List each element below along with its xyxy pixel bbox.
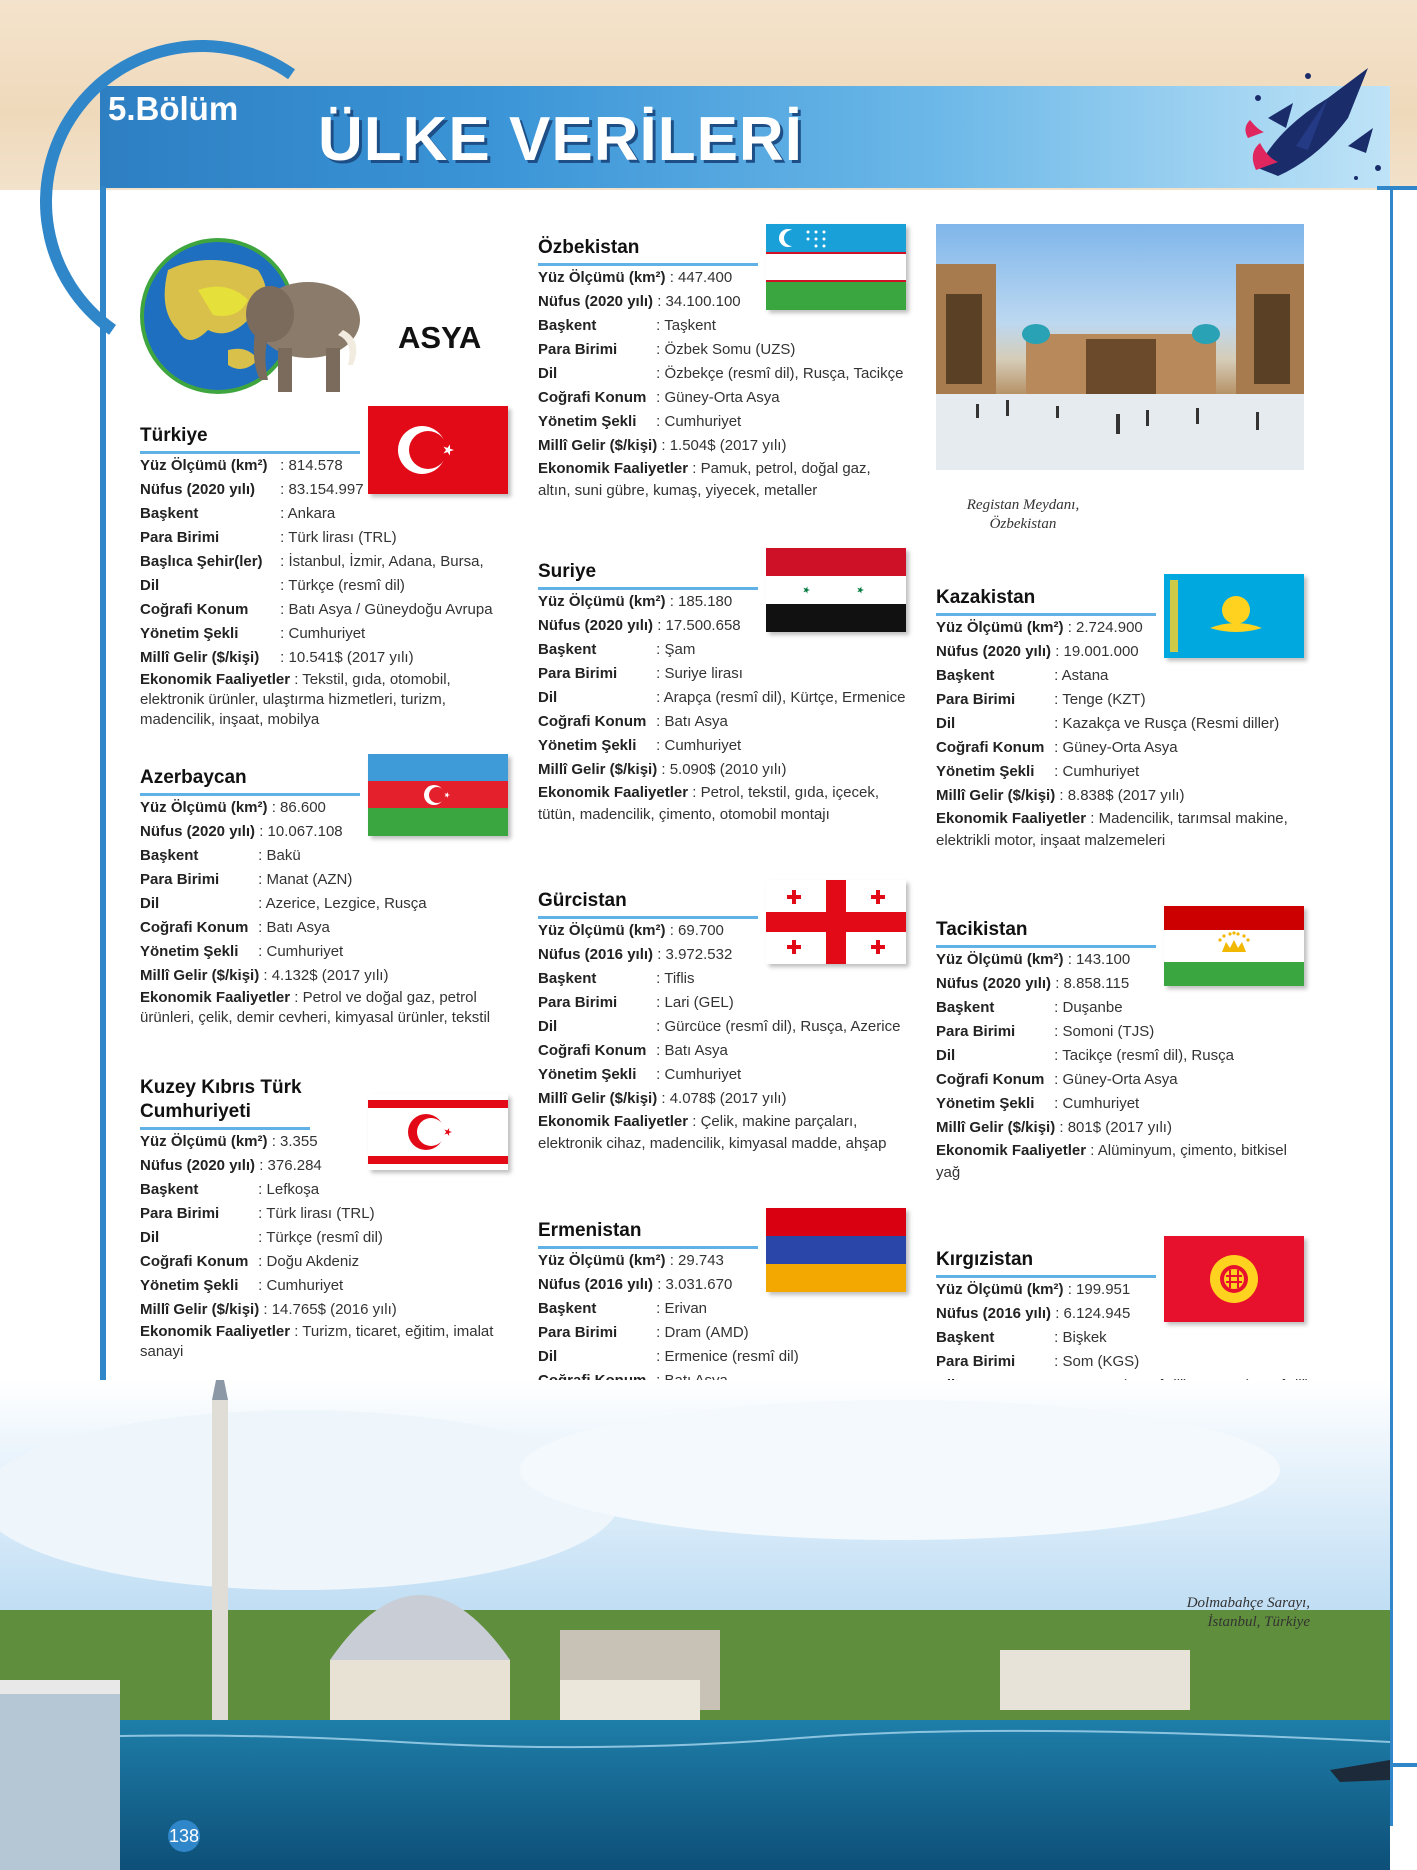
row-label: Coğrafi Konum xyxy=(140,1253,249,1270)
row-label: Başkent xyxy=(140,505,199,522)
econ-label: Ekonomik Faaliyetler xyxy=(538,1113,689,1130)
data-row xyxy=(936,664,1316,688)
data-row xyxy=(538,314,918,338)
kktc-flag-icon xyxy=(368,1094,508,1170)
page-number: 138 xyxy=(168,1820,200,1852)
row-value: : 83.154.997 xyxy=(280,481,364,498)
data-row xyxy=(936,712,1316,736)
data-row xyxy=(140,964,530,988)
data-row xyxy=(936,760,1316,784)
econ-value: : Alüminyum, çimento, bitkisel yağ xyxy=(936,1142,1287,1181)
continent-title: ASYA xyxy=(398,320,482,355)
row-label: Para Birimi xyxy=(538,665,618,682)
row-label: Başkent xyxy=(140,847,199,864)
data-row xyxy=(538,1087,918,1111)
row-label: Başkent xyxy=(538,1300,597,1317)
registan-illustration xyxy=(936,224,1304,470)
row-value: : Bişkek xyxy=(1054,1329,1107,1346)
row-value: : Türk lirası (TRL) xyxy=(258,1205,375,1222)
row-label: Nüfus (2020 yılı) xyxy=(538,617,654,634)
row-value: : Cumhuriyet xyxy=(258,1277,344,1294)
row-label: Yüz Ölçümü (km²) xyxy=(538,593,666,610)
economic-activities xyxy=(538,1111,918,1155)
row-value: : Suriye lirası xyxy=(656,665,743,682)
globe-elephant-illustration xyxy=(138,230,378,400)
row-label: Yönetim Şekli xyxy=(140,625,239,642)
ermenistan-flag-icon xyxy=(766,1208,906,1292)
row-value: : Manat (AZN) xyxy=(258,871,353,888)
data-row xyxy=(538,967,918,991)
data-row xyxy=(140,1274,530,1298)
row-value: : Cumhuriyet xyxy=(656,1066,742,1083)
row-value: : Arapça (resmî dil), Kürtçe, Ermenice xyxy=(656,689,906,706)
econ-value: : Madencilik, tarımsal makine, elektrikli motor, inşaat malzemeleri xyxy=(936,810,1288,849)
country-name: Kırgızistan xyxy=(936,1248,1156,1278)
row-label: Millî Gelir ($/kişi) xyxy=(140,1301,260,1318)
row-value: : 19.001.000 xyxy=(1055,643,1139,660)
row-value: : Duşanbe xyxy=(1054,999,1123,1016)
kirgizistan-flag-icon xyxy=(1164,1236,1304,1322)
row-value: : 29.743 xyxy=(669,1252,724,1269)
row-value: : Tacikçe (resmî dil), Rusça xyxy=(1054,1047,1234,1064)
data-row xyxy=(140,1178,530,1202)
data-row xyxy=(936,784,1316,808)
row-value: : 10.541$ (2017 yılı) xyxy=(280,649,414,666)
economic-activities xyxy=(538,458,898,502)
econ-label: Ekonomik Faaliyetler xyxy=(936,810,1087,827)
row-value: : Gürcüce (resmî dil), Rusça, Azerice xyxy=(656,1018,901,1035)
row-value: : 8.838$ (2017 yılı) xyxy=(1059,787,1185,804)
data-row xyxy=(936,688,1316,712)
row-value: : 199.951 xyxy=(1067,1281,1131,1298)
row-label: Coğrafi Konum xyxy=(538,389,647,406)
page-title: ÜLKE VERİLERİ xyxy=(318,105,803,174)
row-value: : 185.180 xyxy=(669,593,733,610)
row-label: Coğrafi Konum xyxy=(140,601,249,618)
econ-label: Ekonomik Faaliyetler xyxy=(140,1323,291,1340)
row-value: : 4.132$ (2017 yılı) xyxy=(263,967,389,984)
data-row xyxy=(140,646,530,670)
row-label: Millî Gelir ($/kişi) xyxy=(140,649,260,666)
data-row xyxy=(140,550,530,574)
row-value: : Bakü xyxy=(258,847,301,864)
row-value: : Ankara xyxy=(280,505,336,522)
data-row xyxy=(140,598,530,622)
row-label: Yüz Ölçümü (km²) xyxy=(538,269,666,286)
econ-value: : Turizm, ticaret, eğitim, imalat sanayi xyxy=(140,1323,494,1360)
row-label: Başkent xyxy=(936,1329,995,1346)
data-row xyxy=(936,1350,1326,1374)
row-label: Coğrafi Konum xyxy=(936,1071,1045,1088)
row-label: Para Birimi xyxy=(140,1205,220,1222)
row-label: Yüz Ölçümü (km²) xyxy=(140,1133,268,1150)
row-value: : Erivan xyxy=(656,1300,708,1317)
row-value: : Lefkoşa xyxy=(258,1181,320,1198)
row-value: : 5.090$ (2010 yılı) xyxy=(661,761,787,778)
row-value: : 3.031.670 xyxy=(657,1276,733,1293)
row-value: : Güney-Orta Asya xyxy=(1054,739,1178,756)
row-label: Dil xyxy=(936,715,956,732)
data-row xyxy=(936,1020,1316,1044)
row-value: : Taşkent xyxy=(656,317,716,334)
row-value: : Kazakça ve Rusça (Resmi diller) xyxy=(1054,715,1280,732)
data-row xyxy=(140,868,530,892)
data-row xyxy=(538,386,918,410)
row-label: Yönetim Şekli xyxy=(140,1277,239,1294)
economic-activities xyxy=(936,1140,1296,1184)
economic-activities xyxy=(140,988,502,1028)
country-name: Azerbaycan xyxy=(140,766,360,796)
row-label: Nüfus (2016 yılı) xyxy=(538,1276,654,1293)
country-name: Özbekistan xyxy=(538,236,758,266)
row-value: : Somoni (TJS) xyxy=(1054,1023,1155,1040)
row-label: Dil xyxy=(538,365,558,382)
data-row xyxy=(538,991,918,1015)
row-label: Nüfus (2020 yılı) xyxy=(140,823,256,840)
row-value: : 801$ (2017 yılı) xyxy=(1059,1119,1172,1136)
econ-value: : Pamuk, petrol, doğal gaz, altın, suni gübre, kumaş, yiyecek, metaller xyxy=(538,460,871,499)
row-value: : 3.972.532 xyxy=(657,946,733,963)
row-value: : 8.858.115 xyxy=(1055,975,1130,992)
row-value: : Batı Asya xyxy=(258,919,330,936)
econ-label: Ekonomik Faaliyetler xyxy=(936,1142,1087,1159)
data-row xyxy=(936,1326,1326,1350)
data-row xyxy=(140,844,530,868)
econ-value: : Petrol ve doğal gaz, petrol ürünleri, çelik, demir cevheri, kimyasal ürünler, tekstil xyxy=(140,989,491,1026)
country-name: Kazakistan xyxy=(936,586,1156,616)
row-label: Millî Gelir ($/kişi) xyxy=(936,1119,1056,1136)
row-label: Dil xyxy=(140,577,160,594)
econ-label: Ekonomik Faaliyetler xyxy=(140,989,291,1006)
row-label: Yönetim Şekli xyxy=(538,1066,637,1083)
row-label: Başkent xyxy=(538,970,597,987)
row-value: : 14.765$ (2016 yılı) xyxy=(263,1301,397,1318)
row-label: Yönetim Şekli xyxy=(538,413,637,430)
row-label: Yönetim Şekli xyxy=(538,737,637,754)
row-label: Dil xyxy=(538,1018,558,1035)
row-label: Dil xyxy=(140,895,160,912)
row-label: Coğrafi Konum xyxy=(936,739,1045,756)
row-label: Dil xyxy=(936,1047,956,1064)
row-value: : Cumhuriyet xyxy=(258,943,344,960)
row-label: Yüz Ölçümü (km²) xyxy=(140,457,268,474)
data-row xyxy=(538,1039,918,1063)
row-value: : İstanbul, İzmir, Adana, Bursa, xyxy=(280,553,484,570)
caption-line: Registan Meydanı, xyxy=(966,497,1080,513)
row-label: Para Birimi xyxy=(538,341,618,358)
data-row xyxy=(140,526,530,550)
data-row xyxy=(140,1250,530,1274)
econ-value: : Çelik, makine parçaları, elektronik cihaz, madencilik, kimyasal madde, ahşap xyxy=(538,1113,887,1152)
row-label: Dil xyxy=(140,1229,160,1246)
row-value: : Cumhuriyet xyxy=(1054,763,1140,780)
row-value: : 4.078$ (2017 yılı) xyxy=(661,1090,787,1107)
row-value: : Lari (GEL) xyxy=(656,994,734,1011)
row-label: Para Birimi xyxy=(936,1023,1016,1040)
row-value: : Dram (AMD) xyxy=(656,1324,749,1341)
row-value: : Özbek Somu (UZS) xyxy=(656,341,796,358)
row-label: Dil xyxy=(538,689,558,706)
row-value: : Tenge (KZT) xyxy=(1054,691,1146,708)
country-name: Suriye xyxy=(538,560,758,590)
data-row xyxy=(936,996,1316,1020)
row-value: : 69.700 xyxy=(669,922,724,939)
registan-photo xyxy=(936,224,1304,470)
row-value: : 34.100.100 xyxy=(657,293,741,310)
row-label: Para Birimi xyxy=(936,691,1016,708)
row-label: Millî Gelir ($/kişi) xyxy=(538,437,658,454)
country-name: Tacikistan xyxy=(936,918,1156,948)
row-label: Dil xyxy=(538,1348,558,1365)
data-row xyxy=(538,734,918,758)
row-label: Yüz Ölçümü (km²) xyxy=(936,951,1064,968)
turkiye-flag-icon xyxy=(368,406,508,494)
data-row xyxy=(538,686,918,710)
row-value: : 814.578 xyxy=(280,457,343,474)
row-label: Başlıca Şehir(ler) xyxy=(140,553,263,570)
row-value: : 17.500.658 xyxy=(657,617,741,634)
row-label: Nüfus (2020 yılı) xyxy=(936,975,1052,992)
row-value: : Batı Asya / Güneydoğu Avrupa xyxy=(280,601,493,618)
row-label: Başkent xyxy=(538,317,597,334)
data-row xyxy=(140,622,530,646)
row-label: Başkent xyxy=(538,641,597,658)
row-label: Nüfus (2020 yılı) xyxy=(140,1157,256,1174)
data-row xyxy=(538,710,918,734)
country-name: Türkiye xyxy=(140,424,360,454)
data-row xyxy=(538,662,918,686)
row-value: : Som (KGS) xyxy=(1054,1353,1140,1370)
row-label: Para Birimi xyxy=(936,1353,1016,1370)
registan-caption xyxy=(938,496,1108,534)
row-value: : Türk lirası (TRL) xyxy=(280,529,397,546)
kazakistan-flag-icon xyxy=(1164,574,1304,658)
row-label: Nüfus (2020 yılı) xyxy=(140,481,256,498)
row-value: : Türkçe (resmî dil) xyxy=(258,1229,383,1246)
econ-label: Ekonomik Faaliyetler xyxy=(140,671,291,688)
row-value: : Batı Asya xyxy=(656,1042,728,1059)
data-row xyxy=(936,736,1316,760)
data-row xyxy=(936,1068,1316,1092)
economic-activities xyxy=(140,670,502,730)
row-label: Nüfus (2016 yılı) xyxy=(936,1305,1052,1322)
azerbaycan-flag-icon xyxy=(368,754,508,836)
row-label: Yüz Ölçümü (km²) xyxy=(936,619,1064,636)
country-name: Ermenistan xyxy=(538,1219,758,1249)
row-label: Millî Gelir ($/kişi) xyxy=(936,787,1056,804)
dolmabahce-caption xyxy=(1146,1594,1310,1632)
row-value: : Türkçe (resmî dil) xyxy=(280,577,405,594)
suriye-flag-icon xyxy=(766,548,906,632)
row-value: : Tiflis xyxy=(656,970,695,987)
economic-activities xyxy=(538,782,898,826)
data-row xyxy=(538,758,918,782)
row-label: Yönetim Şekli xyxy=(936,763,1035,780)
tacikistan-flag-icon xyxy=(1164,906,1304,986)
country-name: Kuzey Kıbrıs Türk Cumhuriyeti xyxy=(140,1076,310,1130)
section-number: 5.Bölüm xyxy=(108,90,239,127)
row-label: Coğrafi Konum xyxy=(538,713,647,730)
row-label: Yönetim Şekli xyxy=(936,1095,1035,1112)
row-value: : 143.100 xyxy=(1067,951,1131,968)
data-row xyxy=(140,916,530,940)
caption-line: İstanbul, Türkiye xyxy=(1207,1614,1310,1630)
data-row xyxy=(538,1063,918,1087)
row-value: : 6.124.945 xyxy=(1055,1305,1131,1322)
row-label: Para Birimi xyxy=(538,994,618,1011)
data-row xyxy=(140,574,530,598)
data-row xyxy=(936,1116,1316,1140)
row-label: Nüfus (2020 yılı) xyxy=(538,293,654,310)
data-row xyxy=(936,1092,1316,1116)
row-value: : 1.504$ (2017 yılı) xyxy=(661,437,787,454)
row-value: : Astana xyxy=(1054,667,1109,684)
row-value: : 10.067.108 xyxy=(259,823,343,840)
row-label: Başkent xyxy=(936,999,995,1016)
economic-activities xyxy=(140,1322,502,1362)
row-value: : Ermenice (resmî dil) xyxy=(656,1348,799,1365)
row-label: Başkent xyxy=(936,667,995,684)
data-row xyxy=(538,362,918,386)
row-label: Coğrafi Konum xyxy=(140,919,249,936)
data-row xyxy=(538,1345,918,1369)
data-row xyxy=(538,638,918,662)
row-label: Para Birimi xyxy=(140,871,220,888)
data-row xyxy=(140,502,530,526)
data-row xyxy=(538,434,918,458)
row-value: : Cumhuriyet xyxy=(280,625,366,642)
row-label: Para Birimi xyxy=(140,529,220,546)
row-label: Yüz Ölçümü (km²) xyxy=(538,1252,666,1269)
data-row xyxy=(936,1044,1316,1068)
econ-value: : Petrol, tekstil, gıda, içecek, tütün, madencilik, çimento, otomobil montajı xyxy=(538,784,879,823)
data-row xyxy=(538,1015,918,1039)
gurcistan-flag-icon xyxy=(766,880,906,964)
data-row xyxy=(140,940,530,964)
row-label: Yüz Ölçümü (km²) xyxy=(538,922,666,939)
row-label: Nüfus (2020 yılı) xyxy=(936,643,1052,660)
row-label: Yüz Ölçümü (km²) xyxy=(140,799,268,816)
data-row xyxy=(140,1202,530,1226)
row-value: : Cumhuriyet xyxy=(656,737,742,754)
row-value: : Azerice, Lezgice, Rusça xyxy=(258,895,427,912)
data-row xyxy=(140,892,530,916)
row-label: Millî Gelir ($/kişi) xyxy=(538,1090,658,1107)
caption-line: Dolmabahçe Sarayı, xyxy=(1186,1595,1310,1611)
row-value: : Güney-Orta Asya xyxy=(656,389,780,406)
econ-label: Ekonomik Faaliyetler xyxy=(538,460,689,477)
economic-activities xyxy=(936,808,1296,852)
row-value: : 447.400 xyxy=(669,269,733,286)
rocket-logo-icon xyxy=(1238,58,1390,188)
data-row xyxy=(538,338,918,362)
data-row xyxy=(140,1226,530,1250)
data-row xyxy=(538,410,918,434)
data-row xyxy=(538,1321,918,1345)
data-row xyxy=(140,1298,530,1322)
row-value: : Özbekçe (resmî dil), Rusça, Tacikçe xyxy=(656,365,904,382)
row-value: : Güney-Orta Asya xyxy=(1054,1071,1178,1088)
data-row xyxy=(538,1297,918,1321)
row-label: Yönetim Şekli xyxy=(140,943,239,960)
ozbekistan-flag-icon xyxy=(766,224,906,310)
row-label: Yüz Ölçümü (km²) xyxy=(936,1281,1064,1298)
country-name: Gürcistan xyxy=(538,889,758,919)
row-label: Coğrafi Konum xyxy=(538,1042,647,1059)
row-label: Millî Gelir ($/kişi) xyxy=(140,967,260,984)
row-value: : 376.284 xyxy=(259,1157,322,1174)
caption-line: Özbekistan xyxy=(989,516,1057,532)
row-value: : Şam xyxy=(656,641,696,658)
row-label: Para Birimi xyxy=(538,1324,618,1341)
row-value: : 2.724.900 xyxy=(1067,619,1143,636)
row-value: : 3.355 xyxy=(271,1133,318,1150)
row-value: : Batı Asya xyxy=(656,713,728,730)
row-label: Başkent xyxy=(140,1181,199,1198)
row-value: : Cumhuriyet xyxy=(1054,1095,1140,1112)
row-value: : 86.600 xyxy=(271,799,326,816)
right-margin-line xyxy=(1390,186,1417,1826)
row-label: Millî Gelir ($/kişi) xyxy=(538,761,658,778)
row-label: Nüfus (2016 yılı) xyxy=(538,946,654,963)
row-value: : Doğu Akdeniz xyxy=(258,1253,360,1270)
econ-label: Ekonomik Faaliyetler xyxy=(538,784,689,801)
econ-value: : Tekstil, gıda, otomobil, elektronik ürünler, ulaştırma hizmetleri, turizm, madencilik, inşaat, mobilya xyxy=(140,671,451,728)
row-value: : Cumhuriyet xyxy=(656,413,742,430)
